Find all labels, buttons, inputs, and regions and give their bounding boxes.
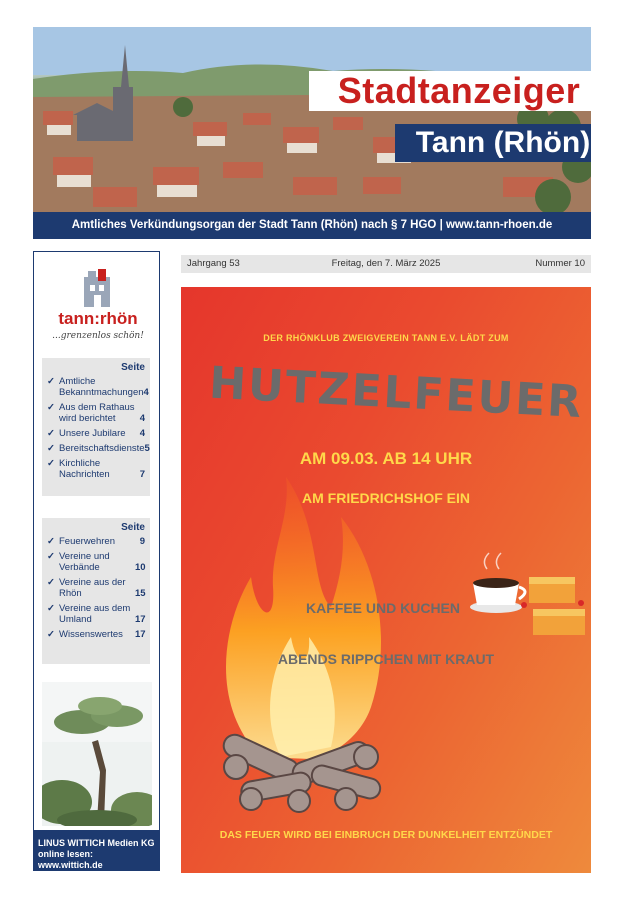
toc-item-label: Wissenswertes (59, 629, 123, 640)
poster-place: AM FRIEDRICHSHOF EIN (302, 490, 470, 506)
checkmark-icon: ✓ (47, 443, 55, 454)
poster-rippchen: ABENDS RIPPCHEN MIT KRAUT (277, 651, 495, 667)
publisher-footer (34, 830, 159, 870)
checkmark-icon: ✓ (47, 402, 55, 413)
cake-icon (521, 577, 585, 635)
newspaper-title: Stadtanzeiger (309, 71, 591, 111)
checkmark-icon: ✓ (47, 428, 55, 439)
toc-heading: Seite (121, 362, 145, 373)
toc-item-page: 10 (135, 562, 146, 573)
publisher-link[interactable]: online lesen: www.wittich.de (38, 849, 103, 870)
poster-kaffee: KAFFEE UND KUCHEN (306, 600, 460, 616)
toc-item-page: 5 (144, 443, 150, 454)
issue-volume: Jahrgang 53 (187, 258, 240, 269)
checkmark-icon: ✓ (47, 603, 55, 614)
toc-item[interactable] (47, 458, 145, 480)
toc-item-label: Bereitschaftsdienste (59, 443, 145, 454)
toc-item-label: Vereine aus der Rhön (59, 577, 126, 599)
issue-info-bar (181, 255, 591, 273)
toc-item[interactable] (47, 577, 145, 599)
header-banner: Amtliches Verkündungsorgan der Stadt Tann (Rhön) nach § 7 HGO | www.tann-rhoen.de (33, 212, 591, 239)
toc-block-2 (42, 518, 150, 664)
poster-fire-note: DAS FEUER WIRD BEI EINBRUCH DER DUNKELHEIT ENTZÜNDET (219, 829, 553, 841)
toc-item-label: Aus dem Rathaus wird berichtet (59, 402, 135, 424)
toc-item-label: Vereine und Verbände (59, 551, 110, 573)
checkmark-icon: ✓ (47, 376, 55, 387)
publisher-name: LINUS WITTICH Medien KG (38, 838, 155, 848)
toc-item-page: 17 (135, 629, 146, 640)
toc-item[interactable] (47, 428, 145, 439)
logo-tagline: ...grenzenlos schön! (52, 331, 144, 341)
toc-item[interactable] (47, 629, 145, 640)
toc-item[interactable] (47, 536, 145, 547)
event-poster (181, 287, 591, 873)
toc-item-label: Vereine aus dem Umland (59, 603, 131, 625)
checkmark-icon: ✓ (47, 629, 55, 640)
toc-item[interactable] (47, 551, 145, 573)
toc-item-page: 4 (139, 428, 145, 439)
newspaper-subtitle: Tann (Rhön) (395, 124, 591, 162)
checkmark-icon: ✓ (47, 551, 55, 562)
logo-text: tann:rhön (58, 309, 138, 328)
toc-heading: Seite (121, 522, 145, 533)
town-logo (48, 267, 148, 347)
checkmark-icon: ✓ (47, 577, 55, 588)
checkmark-icon: ✓ (47, 536, 55, 547)
poster-date: AM 09.03. AB 14 UHR (299, 449, 473, 468)
toc-item-page: 9 (139, 536, 145, 547)
toc-item-page: 17 (135, 614, 146, 625)
castle-icon (48, 267, 148, 311)
tree-image (42, 682, 152, 826)
checkmark-icon: ✓ (47, 458, 55, 469)
sidebar (33, 251, 160, 871)
toc-item-label: Amtliche Bekanntmachungen (59, 376, 144, 398)
town-panorama-image (33, 27, 591, 212)
toc-item-page: 4 (143, 387, 149, 398)
toc-item-page: 15 (135, 588, 146, 599)
toc-item[interactable] (47, 402, 145, 424)
issue-date: Freitag, den 7. März 2025 (331, 258, 441, 269)
header-photo (33, 27, 591, 212)
toc-item-label: Kirchliche Nachrichten (59, 458, 110, 480)
toc-item-label: Feuerwehren (59, 536, 115, 547)
toc-item-page: 4 (139, 413, 145, 424)
toc-item[interactable] (47, 603, 145, 625)
poster-intro: DER RHÖNKLUB ZWEIGVEREIN TANN E.V. LÄDT ZUM (263, 333, 509, 343)
toc-block-1 (42, 358, 150, 496)
toc-item[interactable] (47, 376, 149, 398)
poster-title: HUTZELFEUER (207, 357, 585, 429)
toc-item-label: Unsere Jubilare (59, 428, 126, 439)
flame-icon (226, 477, 381, 759)
issue-number: Nummer 10 (535, 258, 585, 269)
toc-item-page: 7 (139, 469, 145, 480)
toc-item[interactable] (47, 443, 150, 454)
